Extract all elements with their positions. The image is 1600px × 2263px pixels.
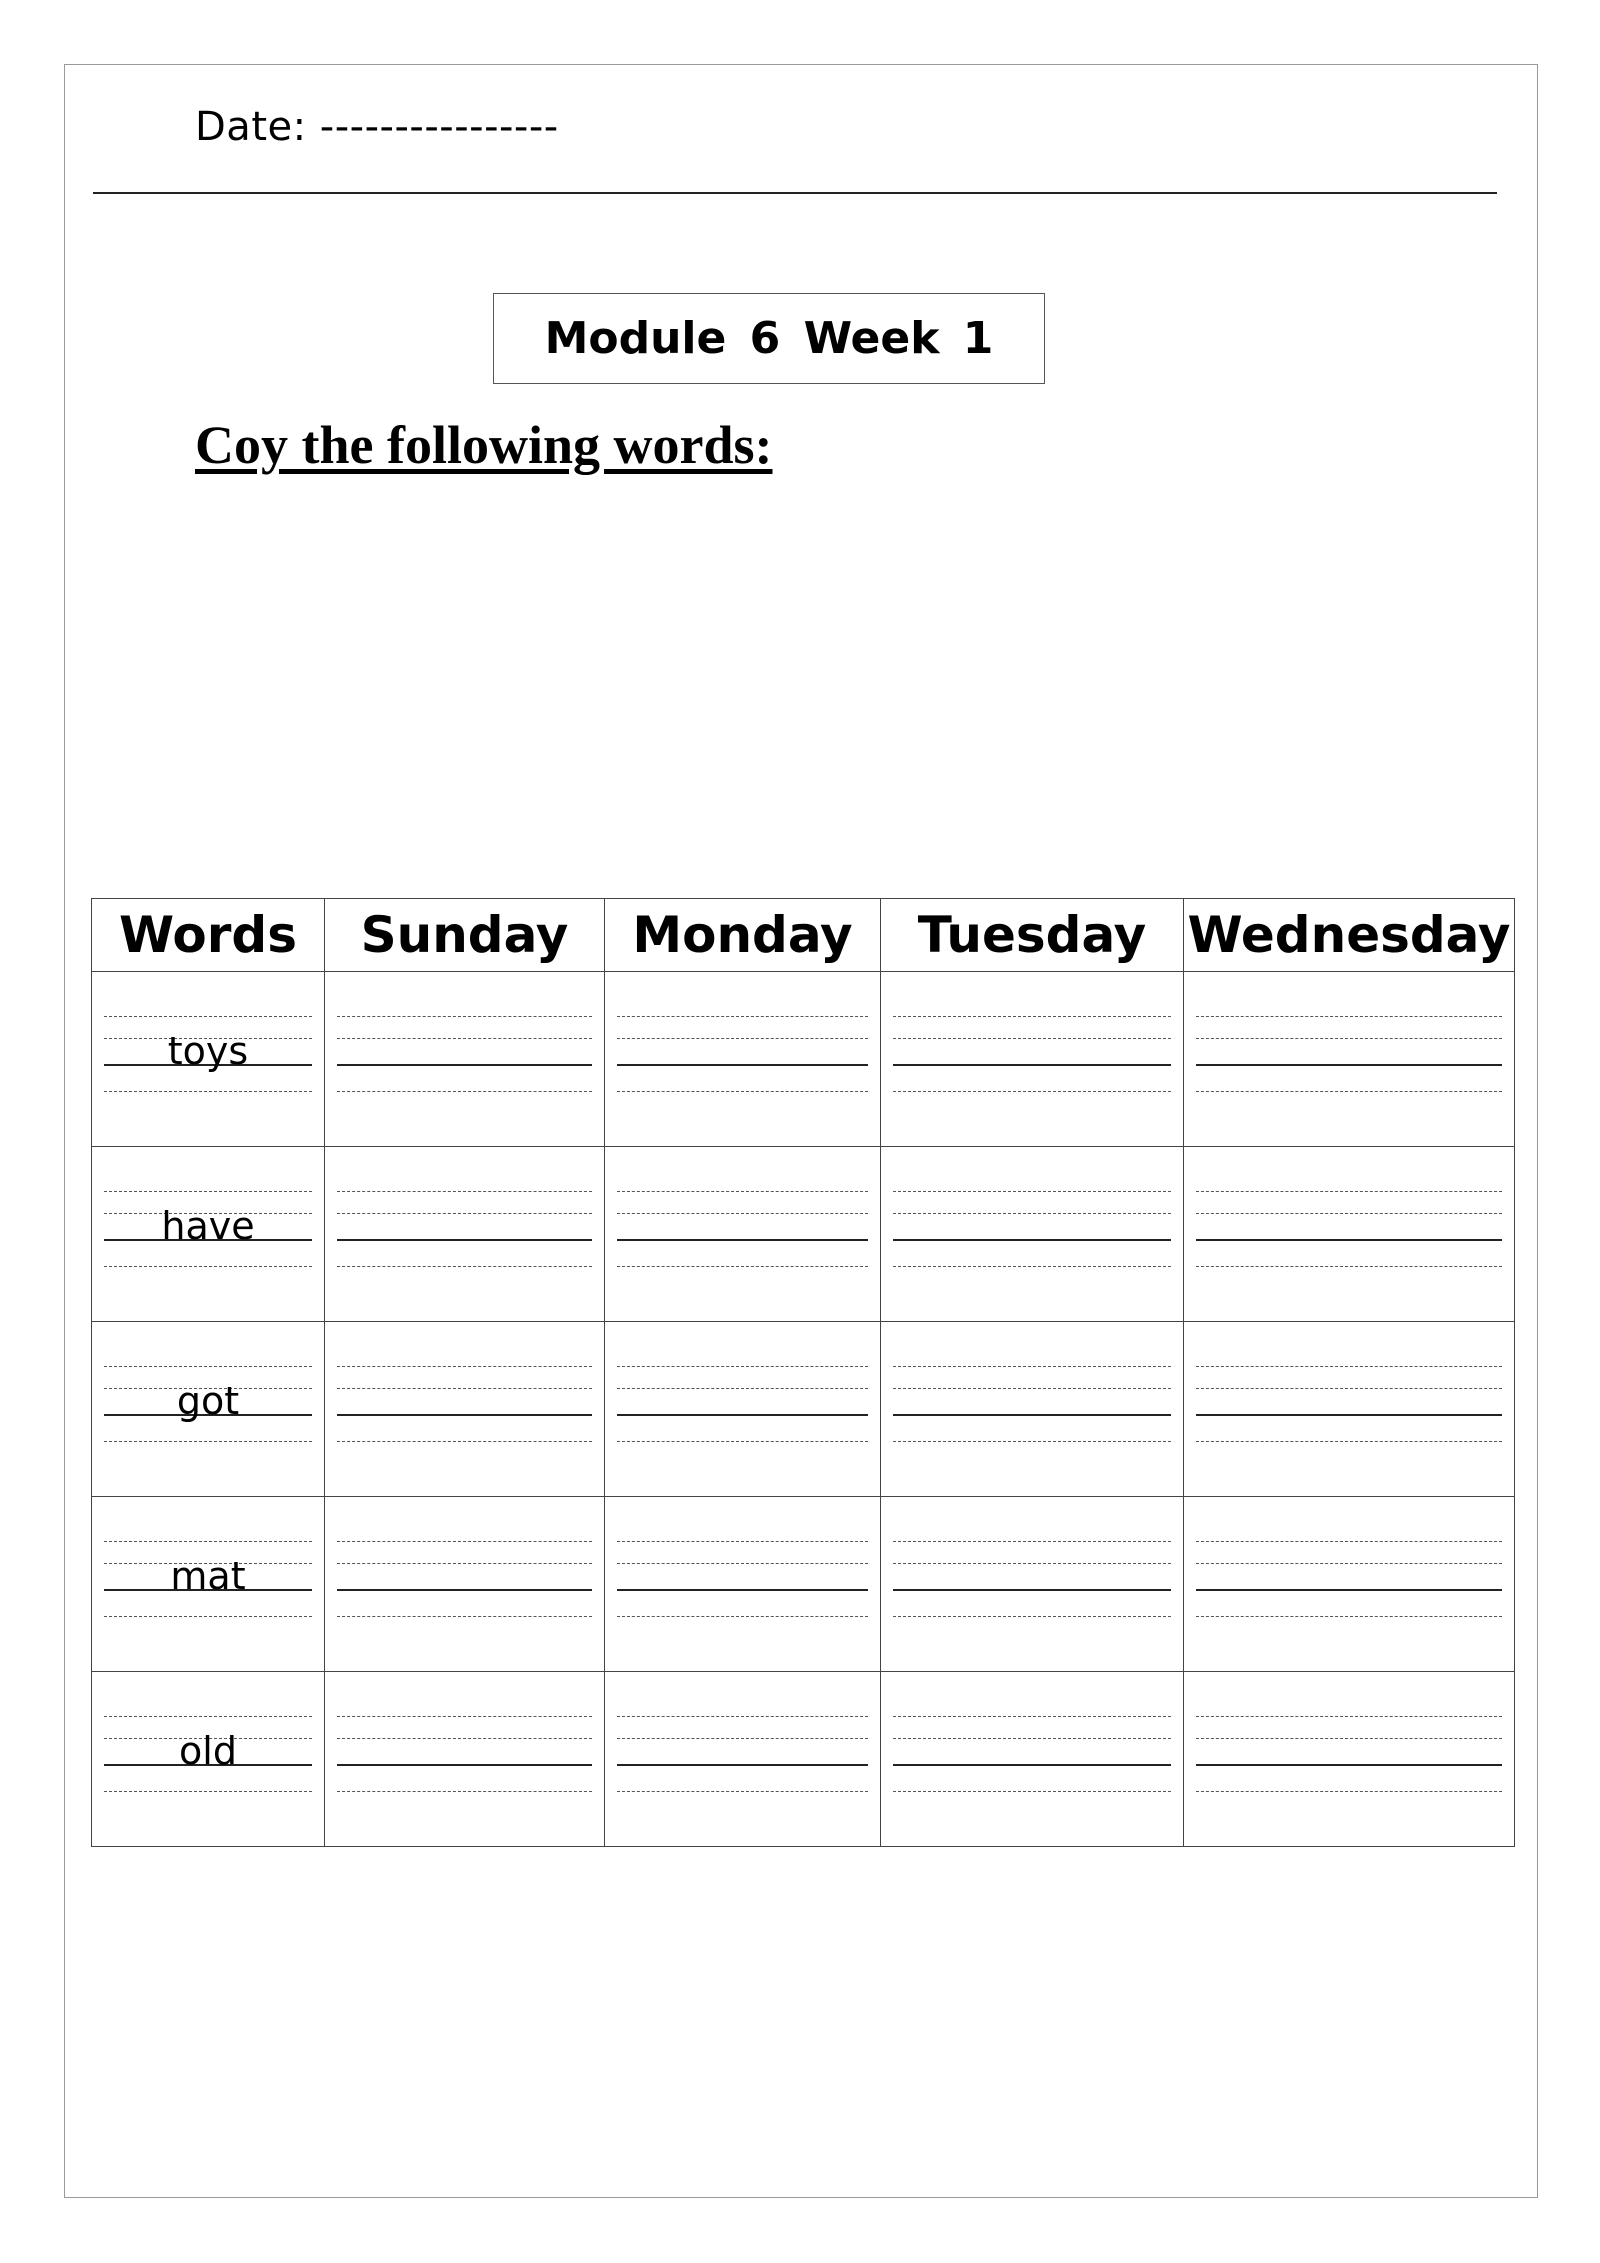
guide-rule (893, 1738, 1171, 1739)
baseline-rule (337, 1764, 592, 1766)
guide-rule (893, 1716, 1171, 1717)
column-header-words: Words (92, 899, 325, 972)
guide-rule (1196, 1191, 1502, 1192)
handwriting-lines (893, 1716, 1171, 1794)
table-header-row (92, 899, 1515, 972)
guide-rule (893, 1191, 1171, 1192)
guide-rule (104, 1791, 312, 1792)
baseline-rule (1196, 1764, 1502, 1766)
instruction-heading: Coy the following words: (195, 415, 773, 475)
guide-rule (337, 1366, 592, 1367)
table-row (92, 972, 1515, 1147)
guide-rule (617, 1441, 868, 1442)
guide-rule (893, 1091, 1171, 1092)
guide-rule (1196, 1716, 1502, 1717)
guide-rule (893, 1791, 1171, 1792)
writing-cell-monday[interactable] (605, 1322, 881, 1497)
writing-cell-wednesday[interactable] (1184, 1322, 1515, 1497)
guide-rule (337, 1541, 592, 1542)
guide-rule (893, 1213, 1171, 1214)
writing-cell-wednesday[interactable] (1184, 972, 1515, 1147)
baseline-rule (1196, 1589, 1502, 1591)
writing-cell-sunday[interactable] (325, 1497, 605, 1672)
table-row (92, 1672, 1515, 1847)
guide-rule (104, 1441, 312, 1442)
guide-rule (893, 1616, 1171, 1617)
word-cell (92, 1147, 325, 1322)
guide-rule (617, 1091, 868, 1092)
table-row (92, 1497, 1515, 1672)
baseline-rule (893, 1064, 1171, 1066)
writing-cell-wednesday[interactable] (1184, 1672, 1515, 1847)
handwriting-lines (617, 1716, 868, 1794)
guide-rule (617, 1266, 868, 1267)
guide-rule (617, 1366, 868, 1367)
guide-rule (617, 1388, 868, 1389)
guide-rule (104, 1016, 312, 1017)
writing-cell-wednesday[interactable] (1184, 1147, 1515, 1322)
handwriting-lines (893, 1191, 1171, 1269)
guide-rule (104, 1091, 312, 1092)
guide-rule (893, 1366, 1171, 1367)
guide-rule (617, 1016, 868, 1017)
practice-word: mat (170, 1554, 246, 1598)
baseline-rule (617, 1064, 868, 1066)
guide-rule (337, 1738, 592, 1739)
guide-rule (893, 1541, 1171, 1542)
guide-rule (1196, 1266, 1502, 1267)
guide-rule (337, 1213, 592, 1214)
baseline-rule (337, 1414, 592, 1416)
baseline-rule (1196, 1064, 1502, 1066)
handwriting-lines (893, 1016, 1171, 1094)
guide-rule (1196, 1791, 1502, 1792)
baseline-rule (617, 1764, 868, 1766)
handwriting-lines (1196, 1016, 1502, 1094)
baseline-rule (893, 1414, 1171, 1416)
guide-rule (337, 1791, 592, 1792)
handwriting-lines (337, 1716, 592, 1794)
baseline-rule (337, 1239, 592, 1241)
handwriting-lines (1196, 1716, 1502, 1794)
handwriting-lines (893, 1366, 1171, 1444)
guide-rule (104, 1266, 312, 1267)
writing-cell-tuesday[interactable] (881, 1497, 1184, 1672)
guide-rule (337, 1016, 592, 1017)
guide-rule (1196, 1563, 1502, 1564)
handwriting-lines (337, 1016, 592, 1094)
handwriting-lines (617, 1016, 868, 1094)
handwriting-lines (617, 1366, 868, 1444)
guide-rule (617, 1616, 868, 1617)
worksheet-title: Module 6 Week 1 (493, 293, 1045, 384)
guide-rule (1196, 1091, 1502, 1092)
word-cell (92, 972, 325, 1147)
guide-rule (1196, 1541, 1502, 1542)
guide-rule (617, 1716, 868, 1717)
guide-rule (893, 1563, 1171, 1564)
guide-rule (617, 1563, 868, 1564)
writing-cell-monday[interactable] (605, 1672, 881, 1847)
word-cell (92, 1672, 325, 1847)
baseline-rule (1196, 1414, 1502, 1416)
guide-rule (1196, 1738, 1502, 1739)
writing-cell-monday[interactable] (605, 1497, 881, 1672)
table-row (92, 1322, 1515, 1497)
guide-rule (337, 1038, 592, 1039)
handwriting-lines (337, 1541, 592, 1619)
guide-rule (337, 1191, 592, 1192)
writing-cell-monday[interactable] (605, 972, 881, 1147)
baseline-rule (617, 1239, 868, 1241)
guide-rule (1196, 1213, 1502, 1214)
writing-cell-wednesday[interactable] (1184, 1497, 1515, 1672)
baseline-rule (1196, 1239, 1502, 1241)
column-header-wednesday: Wednesday (1184, 899, 1515, 972)
date-label: Date: ---------------- (195, 104, 559, 150)
guide-rule (337, 1266, 592, 1267)
word-cell (92, 1322, 325, 1497)
baseline-rule (893, 1764, 1171, 1766)
header-divider (93, 192, 1497, 194)
handwriting-lines (337, 1366, 592, 1444)
handwriting-lines (617, 1191, 868, 1269)
guide-rule (617, 1191, 868, 1192)
baseline-rule (893, 1239, 1171, 1241)
guide-rule (337, 1616, 592, 1617)
writing-cell-sunday[interactable] (325, 1322, 605, 1497)
table-row (92, 1147, 1515, 1322)
writing-cell-tuesday[interactable] (881, 1147, 1184, 1322)
baseline-rule (337, 1064, 592, 1066)
writing-cell-monday[interactable] (605, 1147, 881, 1322)
handwriting-lines (337, 1191, 592, 1269)
writing-cell-sunday[interactable] (325, 972, 605, 1147)
guide-rule (1196, 1038, 1502, 1039)
guide-rule (104, 1541, 312, 1542)
baseline-rule (893, 1589, 1171, 1591)
column-header-monday: Monday (605, 899, 881, 972)
guide-rule (104, 1366, 312, 1367)
guide-rule (337, 1563, 592, 1564)
writing-cell-sunday[interactable] (325, 1147, 605, 1322)
guide-rule (617, 1038, 868, 1039)
guide-rule (1196, 1388, 1502, 1389)
word-cell (92, 1497, 325, 1672)
guide-rule (893, 1266, 1171, 1267)
column-header-tuesday: Tuesday (881, 899, 1184, 972)
column-header-sunday: Sunday (325, 899, 605, 972)
guide-rule (617, 1791, 868, 1792)
guide-rule (893, 1388, 1171, 1389)
writing-cell-tuesday[interactable] (881, 1672, 1184, 1847)
baseline-rule (617, 1589, 868, 1591)
guide-rule (1196, 1016, 1502, 1017)
handwriting-lines (1196, 1541, 1502, 1619)
guide-rule (337, 1716, 592, 1717)
guide-rule (337, 1091, 592, 1092)
writing-cell-tuesday[interactable] (881, 1322, 1184, 1497)
practice-word: have (161, 1204, 255, 1248)
baseline-rule (337, 1589, 592, 1591)
guide-rule (1196, 1366, 1502, 1367)
handwriting-lines (617, 1541, 868, 1619)
guide-rule (104, 1716, 312, 1717)
guide-rule (1196, 1441, 1502, 1442)
baseline-rule (617, 1414, 868, 1416)
guide-rule (893, 1038, 1171, 1039)
guide-rule (337, 1388, 592, 1389)
handwriting-lines (1196, 1366, 1502, 1444)
guide-rule (617, 1738, 868, 1739)
guide-rule (104, 1191, 312, 1192)
practice-word: old (179, 1729, 237, 1773)
spelling-practice-table (91, 898, 1515, 1847)
guide-rule (1196, 1616, 1502, 1617)
writing-cell-tuesday[interactable] (881, 972, 1184, 1147)
guide-rule (617, 1541, 868, 1542)
guide-rule (893, 1441, 1171, 1442)
guide-rule (337, 1441, 592, 1442)
guide-rule (617, 1213, 868, 1214)
guide-rule (104, 1616, 312, 1617)
practice-word: got (176, 1379, 240, 1423)
handwriting-lines (893, 1541, 1171, 1619)
guide-rule (893, 1016, 1171, 1017)
practice-word: toys (167, 1029, 249, 1073)
writing-cell-sunday[interactable] (325, 1672, 605, 1847)
handwriting-lines (1196, 1191, 1502, 1269)
